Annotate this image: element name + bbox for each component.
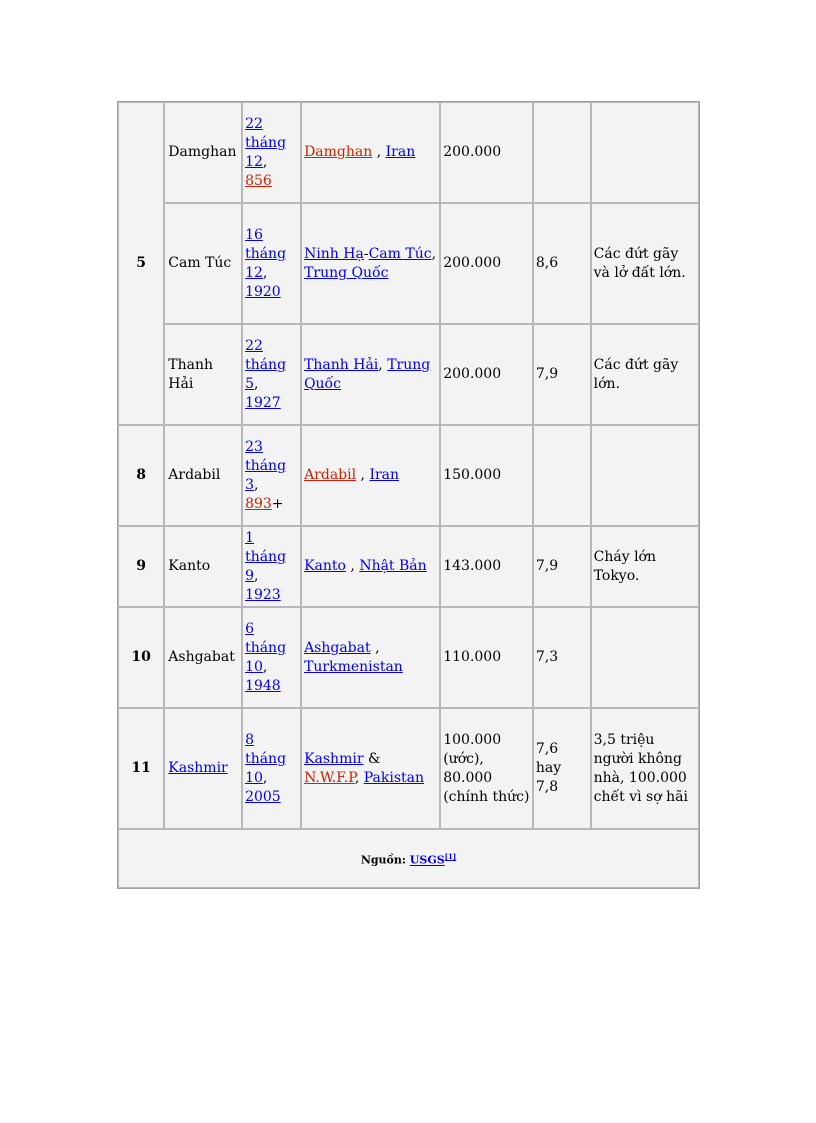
- source-label: Nguồn:: [360, 853, 406, 867]
- table-row: [118, 708, 699, 829]
- notes-cell: Các đứt gãy lớn.: [591, 324, 699, 425]
- date-year-link[interactable]: 1927: [245, 394, 281, 411]
- notes-cell: [591, 607, 699, 708]
- country-link[interactable]: Trung Quốc: [304, 264, 389, 281]
- date-day-link[interactable]: 23 tháng 3: [245, 438, 287, 493]
- date-cell: 22 tháng 12, 856: [242, 102, 301, 203]
- location-cell: Kashmir & N.W.F.P, Pakistan: [301, 708, 440, 829]
- deaths-cell: 200.000: [440, 102, 533, 203]
- rank-cell: 10: [118, 607, 164, 708]
- date-cell: 1 tháng 9, 1923: [242, 526, 301, 607]
- notes-cell: 3,5 triệu người không nhà, 100.000 chết vì sợ hãi: [591, 708, 699, 829]
- date-day-link[interactable]: 8 tháng 10: [245, 731, 287, 786]
- source-footer: [118, 829, 699, 888]
- deaths-cell: 110.000: [440, 607, 533, 708]
- date-cell: 16 tháng 12, 1920: [242, 203, 301, 324]
- magnitude-cell: 7,9: [533, 526, 591, 607]
- country-link[interactable]: Nhật Bản: [359, 558, 427, 574]
- magnitude-cell: [533, 102, 591, 203]
- magnitude-cell: 7,6 hay 7,8: [533, 708, 591, 829]
- source-link[interactable]: USGS: [409, 853, 445, 867]
- location-link[interactable]: Thanh Hải: [304, 356, 379, 373]
- place-cell: Ashgabat: [164, 607, 242, 708]
- country-link[interactable]: Iran: [385, 144, 416, 160]
- notes-cell: Cháy lớn Tokyo.: [591, 526, 699, 607]
- rank-cell: 5: [118, 102, 164, 425]
- date-cell: 22 tháng 5, 1927: [242, 324, 301, 425]
- date-year-link[interactable]: 893: [245, 495, 272, 512]
- deaths-cell: 150.000: [440, 425, 533, 526]
- date-year-link[interactable]: 1948: [245, 677, 281, 694]
- date-year-link[interactable]: 2005: [245, 788, 281, 805]
- location-link[interactable]: Kanto: [304, 558, 346, 574]
- date-day-link[interactable]: 1 tháng 9: [245, 529, 287, 584]
- table-row: [118, 203, 699, 324]
- table-footer-row: [118, 829, 699, 888]
- date-cell: 23 tháng 3, 893+: [242, 425, 301, 526]
- magnitude-cell: 7,3: [533, 607, 591, 708]
- country-link[interactable]: Pakistan: [363, 769, 425, 786]
- earthquake-table: [117, 101, 700, 889]
- location-link[interactable]: Kashmir: [304, 750, 364, 767]
- date-suffix: +: [271, 495, 284, 512]
- rank-cell: 11: [118, 708, 164, 829]
- place-cell: Kanto: [164, 526, 242, 607]
- table-row: [118, 425, 699, 526]
- magnitude-cell: 8,6: [533, 203, 591, 324]
- location-cell: Ninh Hạ-Cam Túc, Trung Quốc: [301, 203, 440, 324]
- date-cell: 6 tháng 10, 1948: [242, 607, 301, 708]
- place-cell: Thanh Hải: [164, 324, 242, 425]
- table-row: [118, 324, 699, 425]
- date-cell: 8 tháng 10, 2005: [242, 708, 301, 829]
- location-cell: Ashgabat , Turkmenistan: [301, 607, 440, 708]
- date-day-link[interactable]: 16 tháng 12: [245, 226, 287, 281]
- magnitude-cell: [533, 425, 591, 526]
- date-year-link[interactable]: 1923: [245, 586, 281, 603]
- rank-cell: 8: [118, 425, 164, 526]
- place-cell: [164, 708, 242, 829]
- date-day-link[interactable]: 22 tháng 12: [245, 115, 287, 170]
- table-row: [118, 607, 699, 708]
- location-cell: Kanto , Nhật Bản: [301, 526, 440, 607]
- date-day-link[interactable]: 6 tháng 10: [245, 620, 287, 675]
- place-cell: Cam Túc: [164, 203, 242, 324]
- location-link[interactable]: Ardabil: [304, 467, 357, 483]
- place-cell: Ardabil: [164, 425, 242, 526]
- deaths-cell: 143.000: [440, 526, 533, 607]
- deaths-cell: 200.000: [440, 324, 533, 425]
- table-row: [118, 526, 699, 607]
- date-day-link[interactable]: 22 tháng 5: [245, 337, 287, 392]
- notes-cell: [591, 425, 699, 526]
- date-year-link[interactable]: 1920: [245, 283, 281, 300]
- date-year-link[interactable]: 856: [245, 172, 272, 189]
- place-cell: Damghan: [164, 102, 242, 203]
- rank-cell: 9: [118, 526, 164, 607]
- ampersand: &: [367, 750, 381, 767]
- magnitude-cell: 7,9: [533, 324, 591, 425]
- location-link[interactable]: Ninh Hạ: [304, 245, 364, 262]
- country-link[interactable]: Iran: [369, 467, 400, 483]
- province-link[interactable]: Cam Túc: [368, 245, 432, 262]
- table-row: [118, 102, 699, 203]
- location-link[interactable]: Damghan: [304, 144, 373, 160]
- country-link[interactable]: Trung Quốc: [304, 356, 431, 392]
- country-link[interactable]: Turkmenistan: [304, 658, 403, 675]
- place-link[interactable]: Kashmir: [168, 760, 228, 776]
- province-link[interactable]: N.W.F.P: [304, 769, 355, 786]
- location-cell: Thanh Hải, Trung Quốc: [301, 324, 440, 425]
- location-link[interactable]: Ashgabat: [304, 639, 371, 656]
- deaths-cell: 200.000: [440, 203, 533, 324]
- location-cell: Ardabil , Iran: [301, 425, 440, 526]
- deaths-cell: 100.000 (ước), 80.000 (chính thức): [440, 708, 533, 829]
- reference-link[interactable]: [1]: [444, 852, 457, 862]
- location-cell: Damghan , Iran: [301, 102, 440, 203]
- notes-cell: Các đứt gãy và lở đất lớn.: [591, 203, 699, 324]
- notes-cell: [591, 102, 699, 203]
